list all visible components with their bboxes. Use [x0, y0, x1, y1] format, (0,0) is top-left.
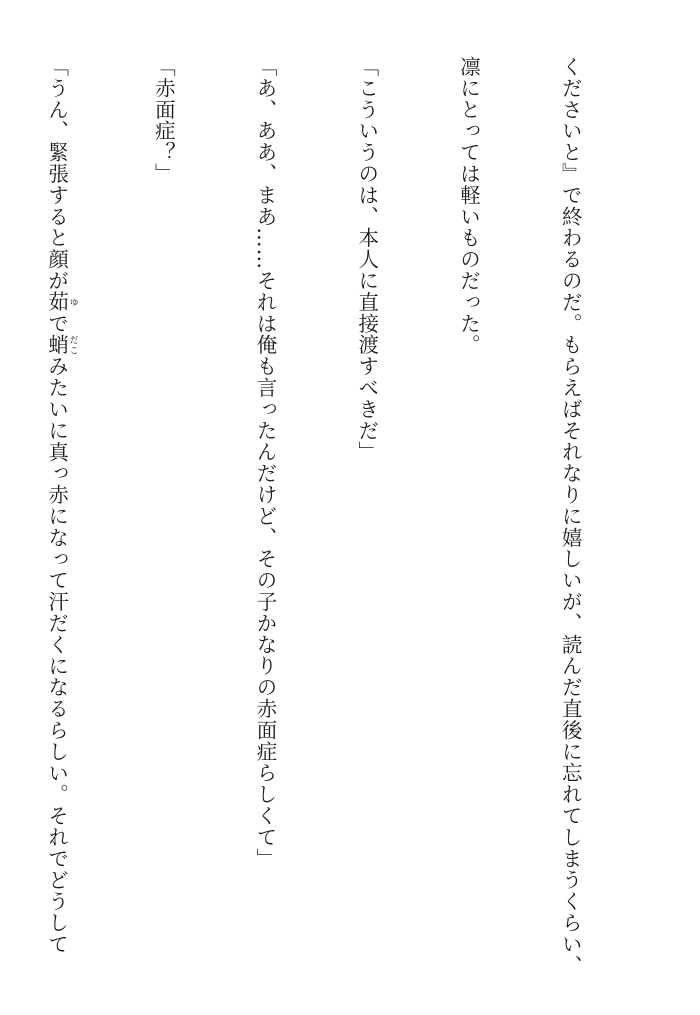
ruby-yude: 茹 ゆ: [44, 291, 78, 313]
text-line-4: 「あ、ああ、まあ……それは俺も言ったんだけど、その子かなりの赤面症らしくて」: [253, 56, 278, 870]
text-line-1: くださいと』で終わるのだ。もらえばそれなりに嬉しいが、読んだ直後に忘れてしまうくらい、: [558, 56, 583, 977]
ruby-tako: 蛸 だこ: [44, 334, 78, 356]
text-line-5: 「赤面症？」: [151, 56, 176, 185]
text-line-6: 「うん、緊張すると顔が茹 ゆで蛸 だこみたいに真っ赤になって汗だくになるらしい。それでどうして: [44, 56, 78, 955]
vertical-text-block: [0, 56, 654, 976]
text-line-2: 凛にとっては軽いものだった。: [456, 56, 481, 356]
text-line-3: 「こういうのは、本人に直接渡すべきだ」: [354, 56, 379, 463]
